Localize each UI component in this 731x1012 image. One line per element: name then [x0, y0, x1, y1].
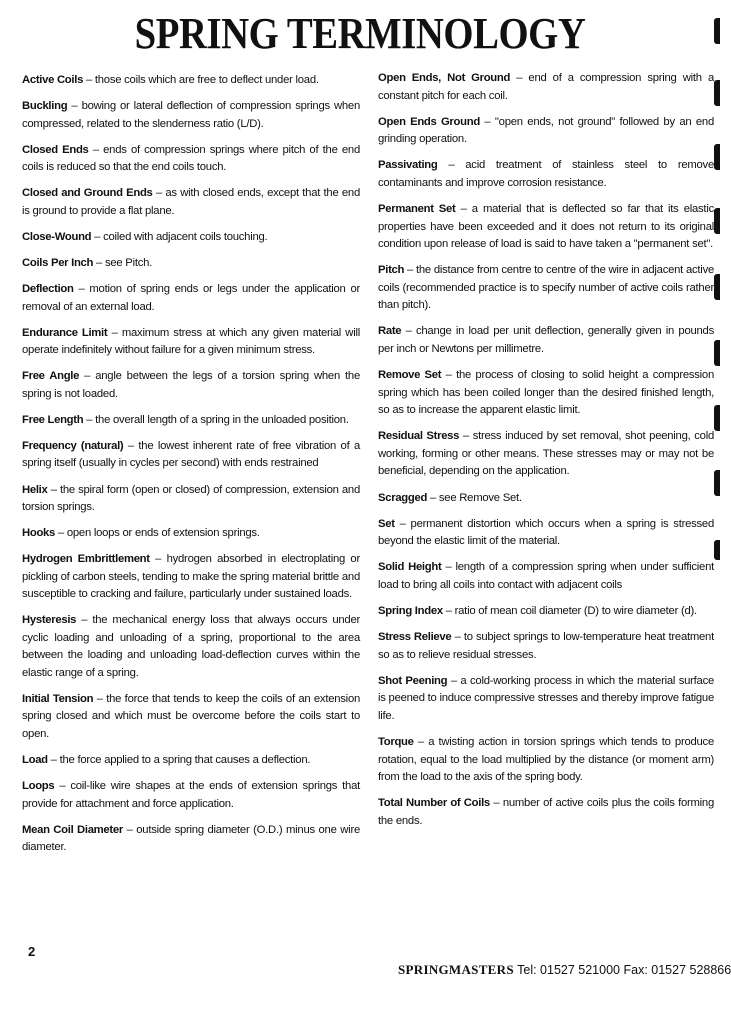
term: Closed Ends [22, 143, 89, 156]
glossary-entry [22, 72, 360, 90]
term: Rate [378, 325, 402, 338]
definition: – outside spring diameter (O.D.) minus one wire diameter. [22, 823, 360, 854]
term: Scragged [378, 491, 428, 504]
edge-mark [714, 470, 720, 496]
definition: – coil-like wire shapes at the ends of extension springs that provide for attachment and force application. [22, 780, 360, 810]
definition: – the spiral form (open or closed) of compression, extension and torsion springs. [22, 483, 360, 514]
term: Hydrogen Embrittlement [22, 553, 150, 566]
term: Free Angle [22, 370, 80, 383]
term: Stress Relieve [378, 631, 452, 644]
term: Mean Coil Diameter [22, 823, 123, 836]
definition: – permanent distortion which occurs when a spring is stressed beyond the elastic limit of the material. [378, 517, 714, 548]
definition: – a twisting action in torsion springs which tends to produce rotation, equal to the load multiplied by the distance (or moment arm) from the load to the axis of the spring body. [378, 736, 714, 784]
edge-mark [714, 340, 720, 366]
glossary-entry [22, 551, 360, 604]
definition: – "open ends, not ground" followed by an end grinding operation. [378, 115, 714, 146]
definition: – see Remove Set. [427, 491, 522, 504]
footer [398, 962, 731, 978]
definition: – the mechanical energy loss that always occurs under cyclic loading and unloading of a spring, proportional to the area between the loading and unloading load-deflection curves within the elastic range of a spring. [22, 614, 360, 679]
glossary-entry [378, 367, 714, 420]
term: Solid Height [378, 561, 442, 574]
term: Frequency (natural) [22, 439, 124, 452]
glossary-entry [22, 255, 360, 273]
glossary-entry [378, 323, 714, 358]
term: Closed and Ground Ends [22, 187, 153, 200]
glossary-entry [22, 778, 360, 813]
definition: – the force applied to a spring that causes a deflection. [47, 754, 311, 766]
glossary-entry [22, 368, 360, 403]
edge-mark [714, 80, 720, 106]
glossary-entry [22, 438, 360, 473]
edge-mark [714, 208, 720, 234]
edge-mark [714, 144, 720, 170]
glossary-entry [22, 412, 360, 430]
definition: – ends of compression springs where pitch of the end coils is reduced so that the end coils touch. [22, 143, 360, 174]
page-number: 2 [28, 944, 36, 959]
definition: – end of a compression spring with a constant pitch for each coil. [378, 72, 714, 102]
definition: – those coils which are free to deflect under load. [83, 74, 319, 86]
edge-mark [714, 405, 720, 431]
page-title: SPRING TERMINOLOGY [134, 9, 586, 58]
glossary-entry [22, 612, 360, 682]
glossary-entry [378, 70, 714, 105]
glossary-entry [378, 629, 714, 664]
glossary-entry [378, 490, 714, 508]
edge-mark [714, 18, 720, 44]
footer-tel: Tel: 01527 521000 [517, 963, 620, 977]
definition: – number of active coils plus the coils forming the ends. [378, 797, 714, 827]
term: Hooks [22, 527, 56, 540]
definition: – the process of closing to solid height a compression spring which has been coiled longer than the desired finished length, so as to increase the apparent elastic limit. [378, 369, 714, 417]
term: Buckling [22, 100, 68, 113]
term: Torque [378, 736, 414, 749]
term: Permanent Set [378, 203, 456, 216]
glossary-entry [378, 428, 714, 481]
term: Remove Set [378, 369, 442, 382]
term: Shot Peening [378, 674, 448, 687]
footer-fax: Fax: 01527 528866 [623, 963, 731, 977]
glossary-entry [378, 201, 714, 254]
glossary-entry [22, 185, 360, 220]
term: Passivating [378, 159, 438, 172]
edge-mark [714, 540, 720, 560]
binding-edge-marks [714, 0, 720, 1012]
edge-mark [714, 274, 720, 300]
definition: – as with closed ends, except that the end is ground to provide a flat plane. [22, 187, 360, 217]
glossary-entry [22, 325, 360, 360]
definition: – a cold-working process in which the material surface is peened to induce compressive stresses and thereby improve fatigue life. [378, 674, 715, 722]
term: Deflection [22, 283, 74, 296]
term: Coils Per Inch [22, 256, 94, 269]
glossary-entry [378, 157, 714, 192]
glossary-entry [378, 114, 714, 149]
definition: – change in load per unit deflection, generally given in pounds per inch or Newtons per millimetre. [378, 325, 714, 355]
term: Residual Stress [378, 430, 460, 443]
term: Loops [22, 780, 55, 793]
glossary-entry [22, 482, 360, 517]
glossary-entry [22, 822, 360, 857]
glossary-entry [22, 281, 360, 316]
glossary-entry [22, 752, 360, 770]
glossary-entry [378, 559, 714, 594]
term: Total Number of Coils [378, 797, 490, 810]
glossary-entry [22, 525, 360, 543]
term: Helix [22, 483, 48, 496]
term: Open Ends Ground [378, 115, 480, 128]
glossary-entry [22, 142, 360, 177]
definition: – length of a compression spring when under sufficient load to bring all coils into contact with adjacent coils [378, 561, 714, 591]
term: Initial Tension [22, 692, 94, 705]
term: Hysteresis [22, 614, 77, 627]
term: Close-Wound [22, 230, 92, 243]
definition: – a material that is deflected so far that its elastic properties have been exceeded and it does not return to its original condition upon release of load is said to have taken a "permanent set". [378, 203, 714, 251]
glossary-entry [378, 262, 714, 315]
definition: – the force that tends to keep the coils of an extension spring closed and which must be overcome before the coils start to open. [22, 692, 361, 740]
definition: – the overall length of a spring in the unloaded position. [83, 413, 349, 426]
term: Load [22, 754, 48, 766]
definition: – ratio of mean coil diameter (D) to wire diameter (d). [442, 605, 697, 618]
definition: – coiled with adjacent coils touching. [91, 230, 268, 243]
term: Open Ends, Not Ground [378, 72, 511, 84]
definition: – bowing or lateral deflection of compression springs when compressed, related to the slenderness ratio (L/D). [22, 100, 360, 130]
glossary-entry [378, 673, 714, 726]
glossary-entry [22, 98, 360, 133]
glossary-entry [378, 603, 714, 621]
glossary-entry [22, 691, 360, 744]
definition: – angle between the legs of a torsion spring when the spring is not loaded. [22, 370, 360, 400]
definition: – stress induced by set removal, shot peening, cold working, forming or other means. These stresses may or may not be beneficial, depending on the application. [378, 430, 714, 478]
term: Free Length [22, 413, 84, 426]
definition: – maximum stress at which any given material will operate indefinitely without failure for a given minimum stress. [22, 326, 360, 357]
definition: – see Pitch. [93, 256, 153, 269]
definition: – acid treatment of stainless steel to remove contaminants and improve corrosion resistance. [378, 159, 714, 189]
term: Active Coils [22, 74, 84, 86]
right-column [378, 70, 714, 839]
term: Pitch [378, 264, 405, 277]
term: Set [378, 517, 395, 530]
definition: – hydrogen absorbed in electroplating or pickling of carbon steels, tending to make the spring material brittle and susceptible to cracking and failure, particularly under sustained loads. [22, 553, 360, 601]
footer-brand: SPRINGMASTERS [398, 962, 514, 977]
glossary-entry [378, 795, 714, 830]
glossary-entry [378, 734, 714, 787]
definition: – the distance from centre to centre of the wire in adjacent active coils (recommended practice is to specify number of active coils rather than pitch). [378, 264, 714, 312]
term: Spring Index [378, 605, 443, 618]
left-column [22, 72, 360, 865]
definition: – to subject springs to low-temperature heat treatment so as to relieve residual stresses. [378, 631, 714, 661]
definition: – motion of spring ends or legs under the application or removal of an external load. [22, 283, 360, 313]
term: Endurance Limit [22, 326, 108, 339]
glossary-entry [22, 229, 360, 247]
definition: – open loops or ends of extension springs. [55, 527, 260, 540]
definition: – the lowest inherent rate of free vibration of a spring itself (usually in cycles per second) with ends restrained [22, 439, 360, 470]
glossary-entry [378, 516, 714, 551]
